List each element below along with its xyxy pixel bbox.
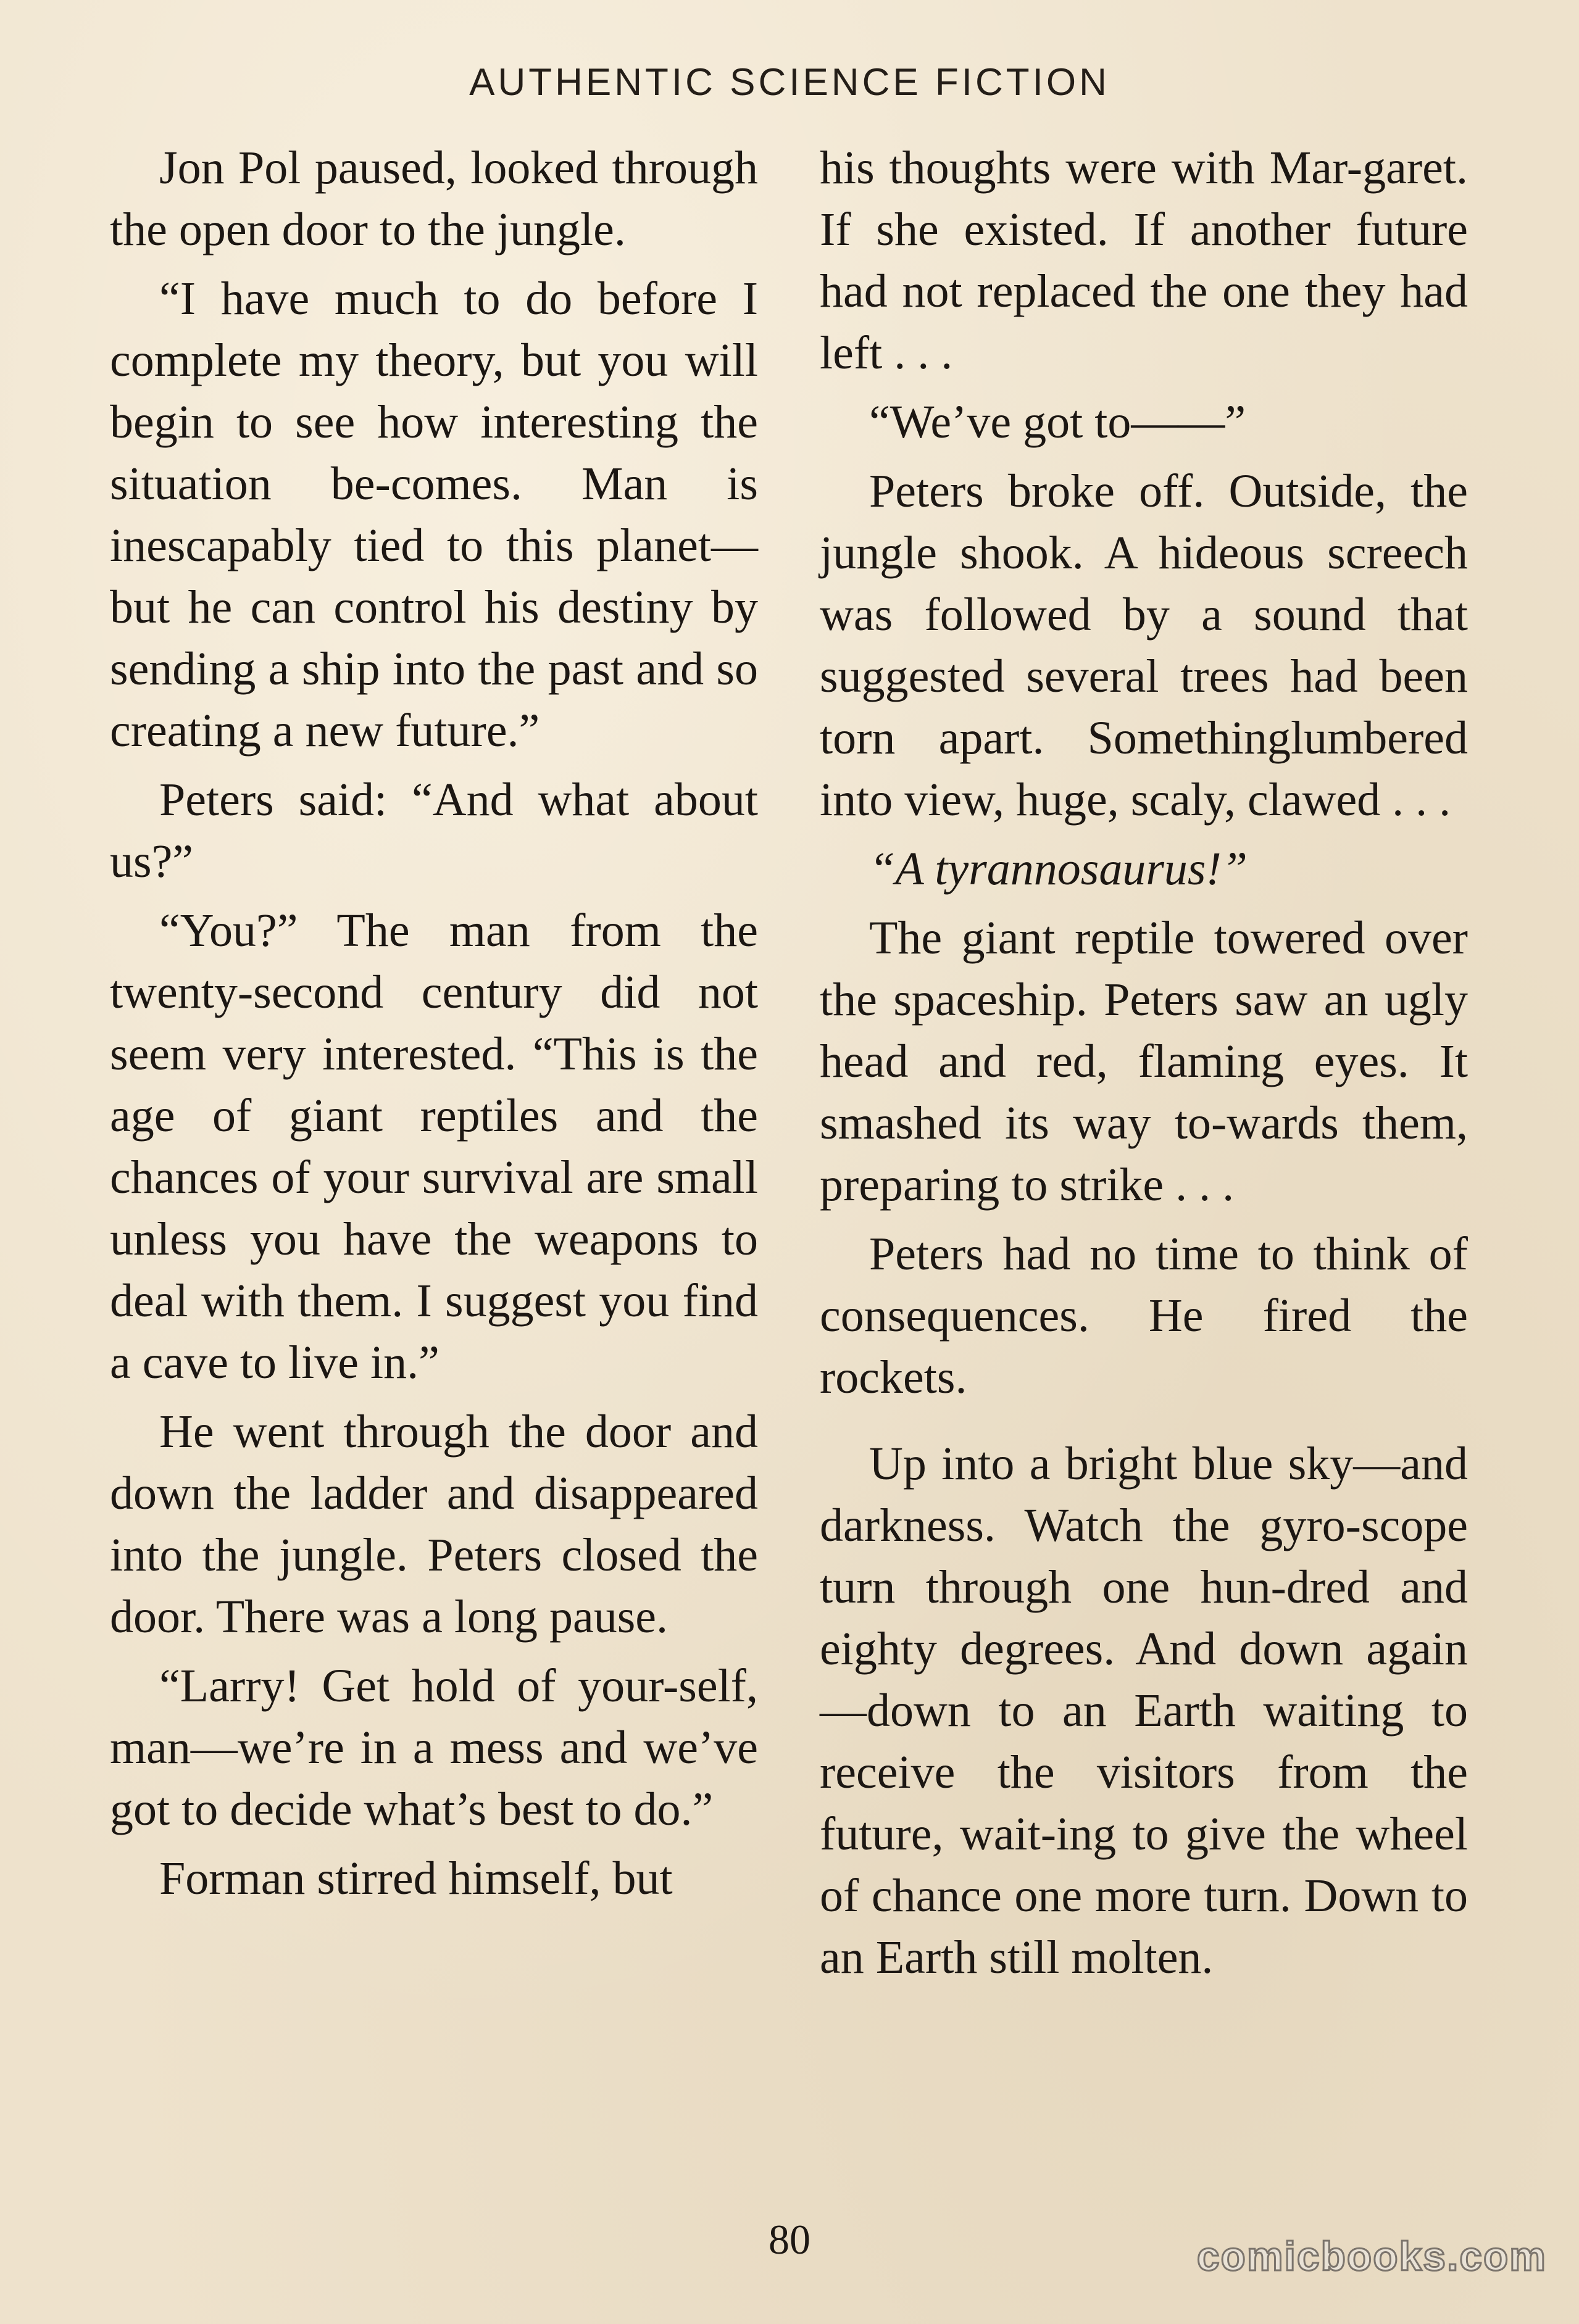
left-column [110, 137, 758, 1917]
paragraph: Peters said: “And what about us?” [110, 774, 758, 887]
paragraph: his thoughts were with Mar-garet. If she existed. If another future had not replaced the one they had left . . . [820, 142, 1468, 379]
paragraph: Peters had no time to think of consequences. He fired the rockets. [820, 1228, 1468, 1403]
running-head: AUTHENTIC SCIENCE FICTION [469, 61, 1110, 104]
paragraph: “I have much to do before I complete my theory, but you will begin to see how interesting the situation be-comes. Man is inescapably tied to this planet—but he can control his destiny by sending a ship into the past and so creating a new future.” [110, 273, 758, 757]
paragraph: He went through the door and down the ladder and disappeared into the jungle. Peters closed the door. There was a long pause. [110, 1406, 758, 1643]
paragraph: “We’ve got to——” [869, 396, 1246, 448]
right-column [820, 137, 1468, 1996]
paragraph: “You?” The man from the twenty-second century did not seem very interested. “This is the age of giant reptiles and the chances of your survival are small unless you have the weapons to deal with them. I suggest you find a cave to live in.” [110, 905, 758, 1388]
paragraph: Jon Pol paused, looked through the open door to the jungle. [110, 142, 758, 255]
paragraph: “Larry! Get hold of your-self, man—we’re in a mess and we’ve got to decide what’s best to do.” [110, 1660, 758, 1835]
paragraph: “A tyrannosaurus!” [869, 843, 1248, 895]
watermark: comicbooks.com [1196, 2233, 1547, 2279]
paragraph: Up into a bright blue sky—and darkness. Watch the gyro-scope turn through one hun-dred and eighty degrees. And down again—down to an Earth waiting to receive the visitors from the future, wait-ing to give the wheel of chance one more turn. Down to an Earth still molten. [820, 1438, 1468, 1983]
paragraph: The giant reptile towered over the spaceship. Peters saw an ugly head and red, flaming eyes. It smashed its way to-wards them, preparing to strike . . . [820, 912, 1468, 1211]
paragraph: Forman stirred himself, but [159, 1853, 673, 1904]
paragraph: Peters broke off. Outside, the jungle shook. A hideous screech was followed by a sound that suggested several trees had been torn apart. Somethinglumbered into view, huge, scaly, clawed . . . [820, 465, 1468, 826]
page-number: 80 [769, 2216, 810, 2263]
